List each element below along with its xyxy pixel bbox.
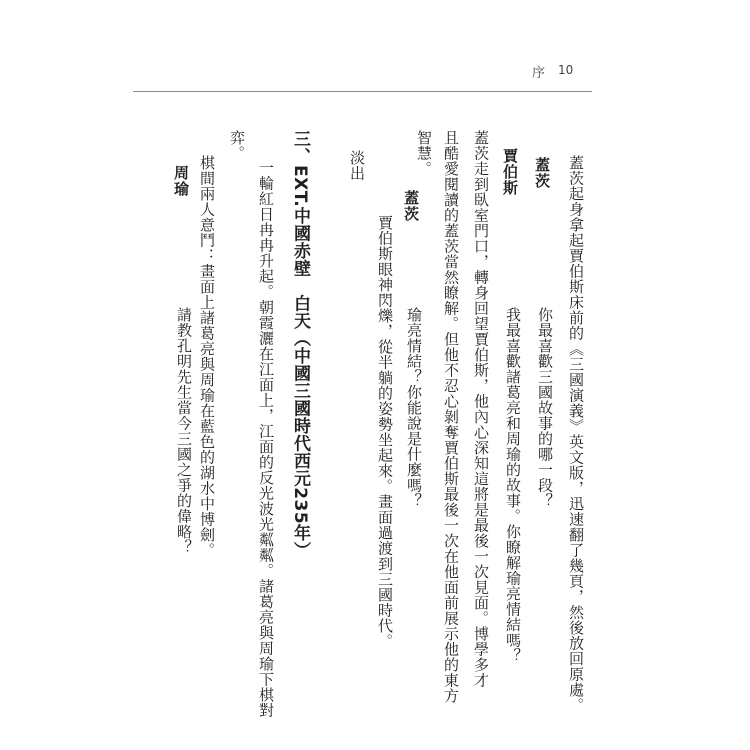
dialogue-line: 請教孔明先生當今三國之爭的偉略？ — [175, 307, 193, 555]
transition-fade-out: 淡出 — [348, 150, 366, 181]
dialogue-line: 你最喜歡三國故事的哪一段？ — [536, 307, 554, 509]
speaker-name: 蓋茨 — [533, 157, 551, 189]
paragraph-line: 蓋茨走到臥室門口，轉身回望賈伯斯，他內心深知這將是最後一次見面。博學多才 — [472, 130, 490, 688]
section-label: 序 — [532, 66, 546, 81]
action-paragraph: 賈伯斯眼神閃爍，從半躺的姿勢坐起來。畫面過渡到三國時代。 — [376, 215, 394, 649]
paragraph-line: 弈。 — [228, 130, 246, 161]
paragraph-line: 智慧。 — [415, 130, 433, 177]
dialogue-line: 我最喜歡諸葛亮和周瑜的故事。你瞭解瑜亮情結嗎？ — [504, 307, 522, 664]
action-paragraph: 蓋茨起身拿起賈伯斯床前的《三國演義》英文版，迅速翻了幾頁，然後放回原處。 — [567, 155, 585, 713]
scene-heading: 三、EXT.中國赤壁 白天（中國三國時代西元235年） — [290, 130, 310, 560]
page-number: 10 — [558, 63, 574, 77]
speaker-name: 蓋茨 — [402, 190, 420, 222]
dialogue-line: 瑜亮情結？你能說是什麼嗎？ — [405, 307, 423, 509]
running-header — [520, 62, 592, 82]
header-rule — [133, 91, 592, 92]
paragraph-line: 且酷愛閱讀的蓋茨當然瞭解。但他不忍心剝奪賈伯斯最後一次在他面前展示他的東方 — [442, 130, 460, 704]
speaker-name: 賈伯斯 — [501, 148, 519, 196]
speaker-name: 周瑜 — [172, 165, 190, 197]
action-paragraph: 棋間兩人意鬥：畫面上諸葛亮與周瑜在藍色的湖水中博劍。 — [198, 155, 216, 558]
paragraph-line: 一輪紅日冉冉升起。朝霞灑在江面上，江面的反光波光粼粼。諸葛亮與周瑜下棋對 — [257, 160, 275, 718]
